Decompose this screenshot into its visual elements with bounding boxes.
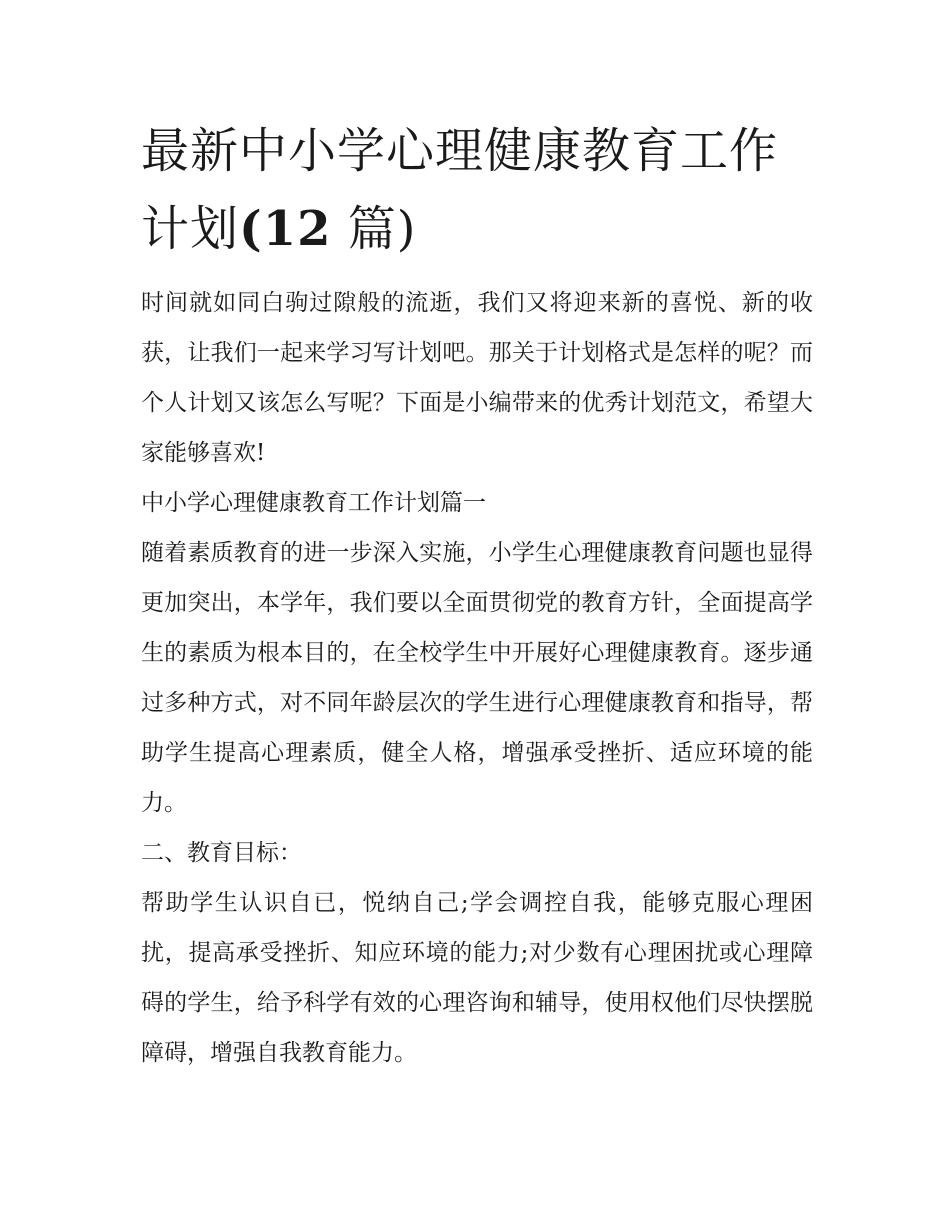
intro-paragraph: 时间就如同白驹过隙般的流逝，我们又将迎来新的喜悦、新的收获，让我们一起来学习写计划吧。那关于计划格式是怎样的呢？而个人计划又该怎么写呢？下面是小编带来的优秀计划范文，希望大家能够喜欢! <box>141 290 813 466</box>
title-line-2-prefix: 计划 <box>141 201 240 257</box>
body-paragraph-1: 随着素质教育的进一步深入实施，小学生心理健康教育问题也显得更加突出，本学年，我们要以全面贯彻党的教育方针，全面提高学生的素质为根本目的，在全校学生中开展好心理健康教育。逐步通过多种方式，对不同年龄层次的学生进行心理健康教育和指导，帮助学生提高心理素质，健全人格，增强承受挫折、适应环境的能力。 <box>141 540 813 816</box>
section-heading-part-one: 中小学心理健康教育工作计划篇一 <box>141 490 486 516</box>
document-body <box>141 112 813 1078</box>
section-heading-goals: 二、教育目标： <box>141 840 302 866</box>
title-line-2-number: (12 <box>239 201 332 257</box>
body-paragraph-2: 帮助学生认识自已，悦纳自己;学会调控自我，能够克服心理困扰，提高承受挫折、知应环境的能力;对少数有心理困扰或心理障碍的学生，给予科学有效的心理咨询和辅导，使用权他们尽快摆脱障碍，增强自我教育能力。 <box>141 890 813 1066</box>
title-line-2-suffix: 篇) <box>331 201 417 257</box>
title-line-1: 最新中小学心理健康教育工作 <box>141 123 779 179</box>
document-title <box>141 112 813 268</box>
